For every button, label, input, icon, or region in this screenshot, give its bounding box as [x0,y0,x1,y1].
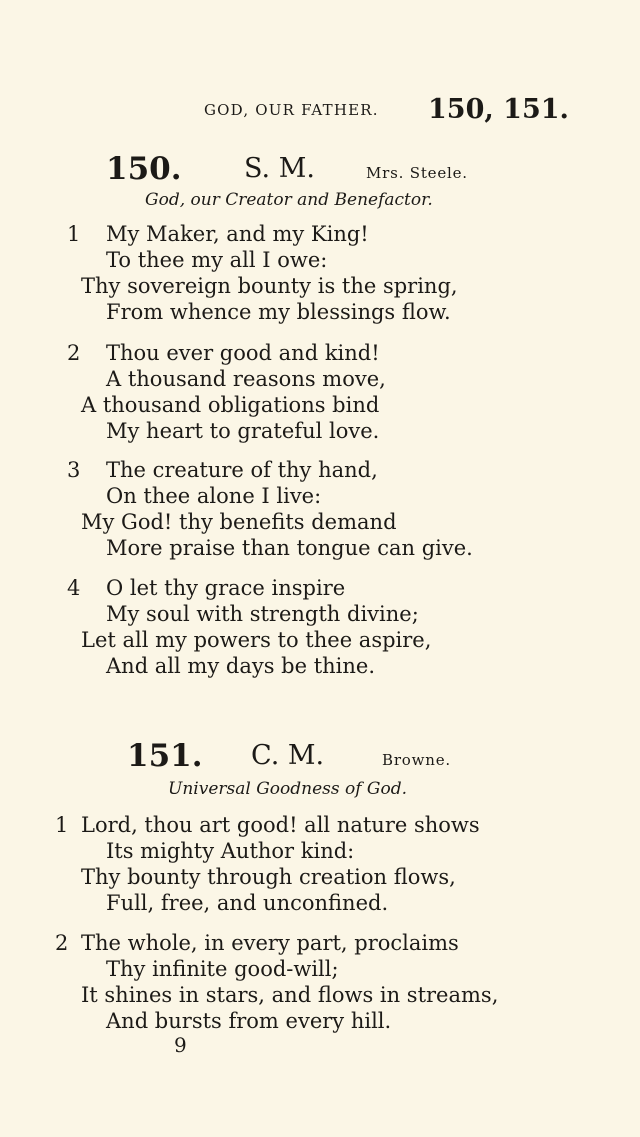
running-title: GOD, OUR FATHER. [204,101,379,119]
hymn-line: It shines in stars, and flows in streams, [81,983,499,1007]
verse-number: 3 [67,458,81,482]
hymn-meter: C. M. [251,740,325,771]
hymn-line: My heart to grateful love. [106,419,380,443]
hymn-line: On thee alone I live: [106,484,322,508]
hymn-line: Thy sovereign bounty is the spring, [81,274,458,298]
hymn-meter: S. M. [244,153,315,184]
hymn-line: My Maker, and my King! [106,222,369,246]
verse-number: 1 [67,222,81,246]
hymn-line: A thousand reasons move, [106,367,386,391]
hymn-line: And bursts from every hill. [106,1009,392,1033]
verse-number: 2 [55,931,69,955]
hymn-line: The whole, in every part, proclaims [81,931,459,955]
hymn-author: Mrs. Steele. [366,164,468,182]
hymn-line: More praise than tongue can give. [106,536,473,560]
hymn-line: A thousand obligations bind [81,393,380,417]
hymn-line: From whence my blessings flow. [106,300,451,324]
signature-mark: 9 [174,1033,187,1057]
hymn-line: To thee my all I owe: [106,248,328,272]
hymn-author: Browne. [382,751,451,769]
hymn-line: My soul with strength divine; [106,602,419,626]
hymn-line: The creature of thy hand, [106,458,378,482]
verse-number: 2 [67,341,81,365]
hymn-number: 151. [127,738,203,774]
hymn-line: Full, free, and unconfined. [106,891,389,915]
hymn-line: Its mighty Author kind: [106,839,355,863]
hymn-subtitle: Universal Goodness of God. [168,779,408,799]
verse-number: 1 [55,813,69,837]
hymn-line: Thy infinite good-will; [106,957,339,981]
hymn-line: Thy bounty through creation flows, [81,865,456,889]
hymn-subtitle: God, our Creator and Benefactor. [145,190,433,210]
hymn-line: O let thy grace inspire [106,576,346,600]
hymn-line: Let all my powers to thee aspire, [81,628,432,652]
hymn-line: My God! thy benefits demand [81,510,397,534]
hymn-line: Lord, thou art good! all nature shows [81,813,480,837]
hymn-line: Thou ever good and kind! [106,341,380,365]
hymn-line: And all my days be thine. [106,654,376,678]
page-hymn-numbers: 150, 151. [428,94,569,125]
verse-number: 4 [67,576,81,600]
hymn-number: 150. [106,151,182,187]
